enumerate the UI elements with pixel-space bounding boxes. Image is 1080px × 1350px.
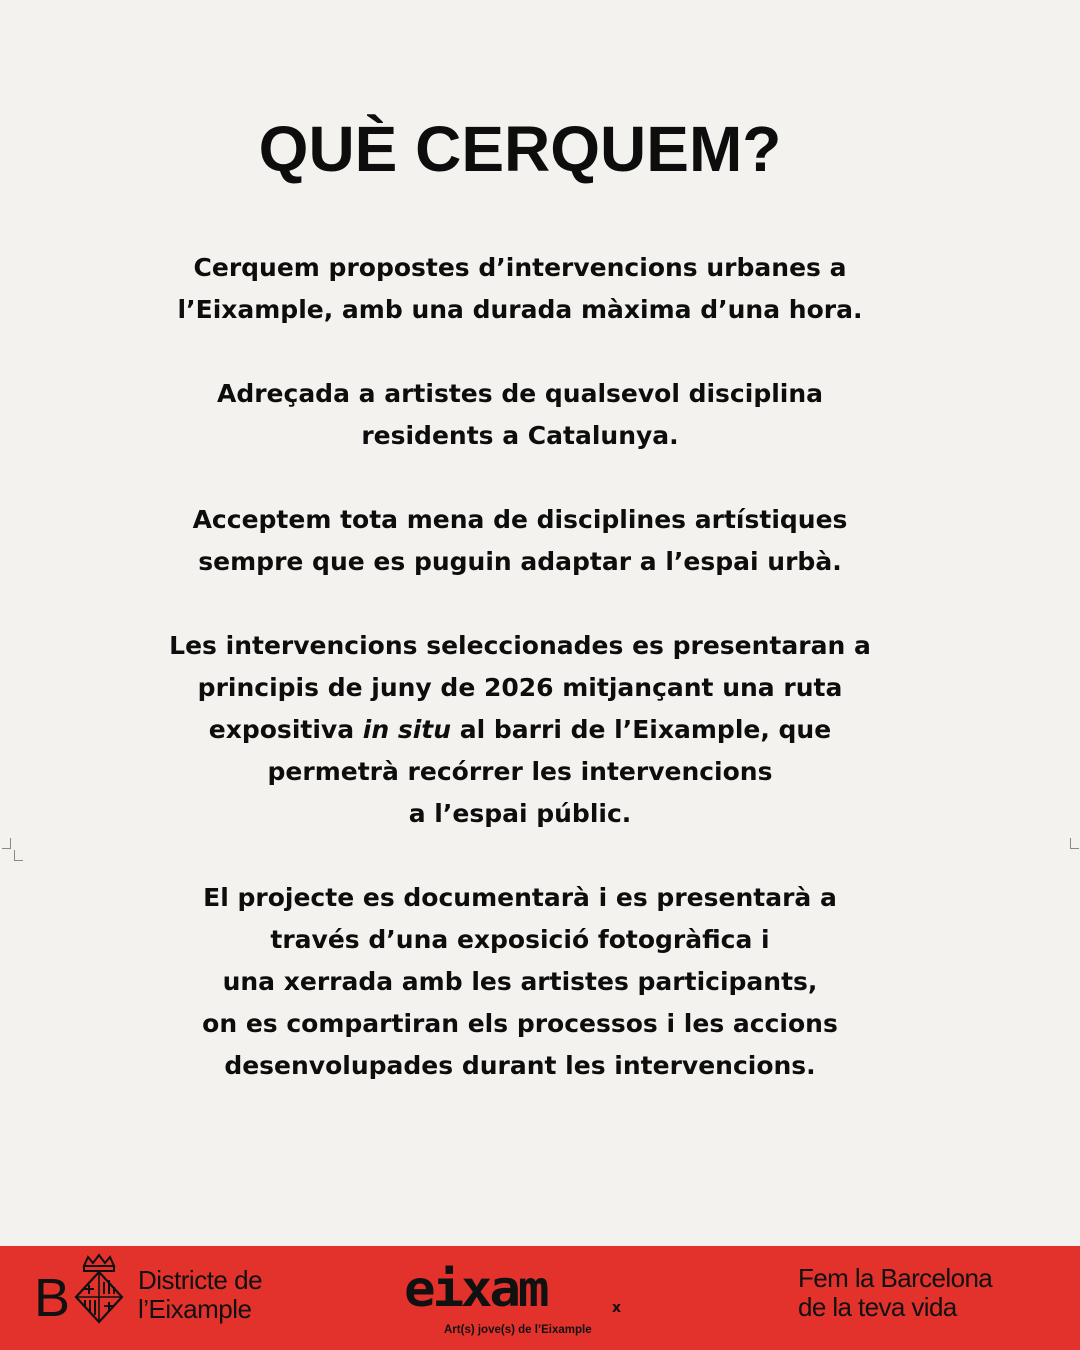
slogan bbox=[798, 1264, 992, 1322]
paragraph-audience bbox=[120, 373, 920, 457]
text-line: permetrà recórrer les intervencions bbox=[267, 757, 773, 786]
footer-bar bbox=[0, 1246, 1080, 1350]
crop-mark bbox=[1070, 838, 1079, 849]
paragraph-intro bbox=[120, 247, 920, 331]
text-line: El projecte es documentarà i es presentarà a bbox=[203, 883, 837, 912]
coat-of-arms-icon bbox=[70, 1252, 128, 1342]
text-line: Cerquem propostes d’intervencions urbanes a bbox=[193, 253, 847, 282]
eixam-tagline: Art(s) jove(s) de l’Eixample bbox=[444, 1324, 592, 1336]
text-line: residents a Catalunya. bbox=[361, 421, 679, 450]
district-label bbox=[138, 1266, 262, 1324]
text-line: principis de juny de 2026 mitjançant una ruta bbox=[197, 673, 843, 702]
italic-term: in situ bbox=[362, 715, 452, 744]
text-line: on es compartiran els processos i les accions bbox=[202, 1009, 838, 1038]
eixam-wordmark: eixam bbox=[404, 1260, 547, 1318]
text-line: una xerrada amb les artistes participants, bbox=[222, 967, 818, 996]
slogan-line: de la teva vida bbox=[798, 1292, 957, 1322]
district-line: Districte de bbox=[138, 1265, 263, 1295]
slogan-line: Fem la Barcelona bbox=[798, 1263, 993, 1293]
paragraph-documentation bbox=[120, 877, 920, 1087]
text-line: a l’espai públic. bbox=[408, 799, 632, 828]
text-line-italic bbox=[120, 709, 920, 751]
text-line: desenvolupades durant les intervencions. bbox=[224, 1051, 816, 1080]
text-line: través d’una exposició fotogràfica i bbox=[270, 925, 770, 954]
page-title: QUÈ CERQUEM? bbox=[258, 113, 782, 185]
district-line: l’Eixample bbox=[138, 1294, 252, 1324]
text-line: Les intervencions seleccionades es presentaran a bbox=[169, 631, 871, 660]
paragraph-presentation bbox=[120, 625, 920, 835]
eixam-logo bbox=[404, 1260, 634, 1346]
ajuntament-logo: B bbox=[34, 1268, 71, 1328]
crop-mark bbox=[14, 850, 23, 861]
eixam-superscript: x bbox=[612, 1300, 622, 1316]
text-line: Adreçada a artistes de qualsevol disciplina bbox=[216, 379, 824, 408]
text-segment: expositiva bbox=[208, 715, 363, 744]
text-line: l’Eixample, amb una durada màxima d’una hora. bbox=[177, 295, 863, 324]
paragraph-disciplines bbox=[120, 499, 920, 583]
text-line: sempre que es puguin adaptar a l’espai urbà. bbox=[198, 547, 842, 576]
crop-mark bbox=[2, 838, 11, 849]
text-segment: al barri de l’Eixample, que bbox=[451, 715, 832, 744]
text-line: Acceptem tota mena de disciplines artístiques bbox=[192, 505, 848, 534]
body-text bbox=[120, 247, 920, 1129]
